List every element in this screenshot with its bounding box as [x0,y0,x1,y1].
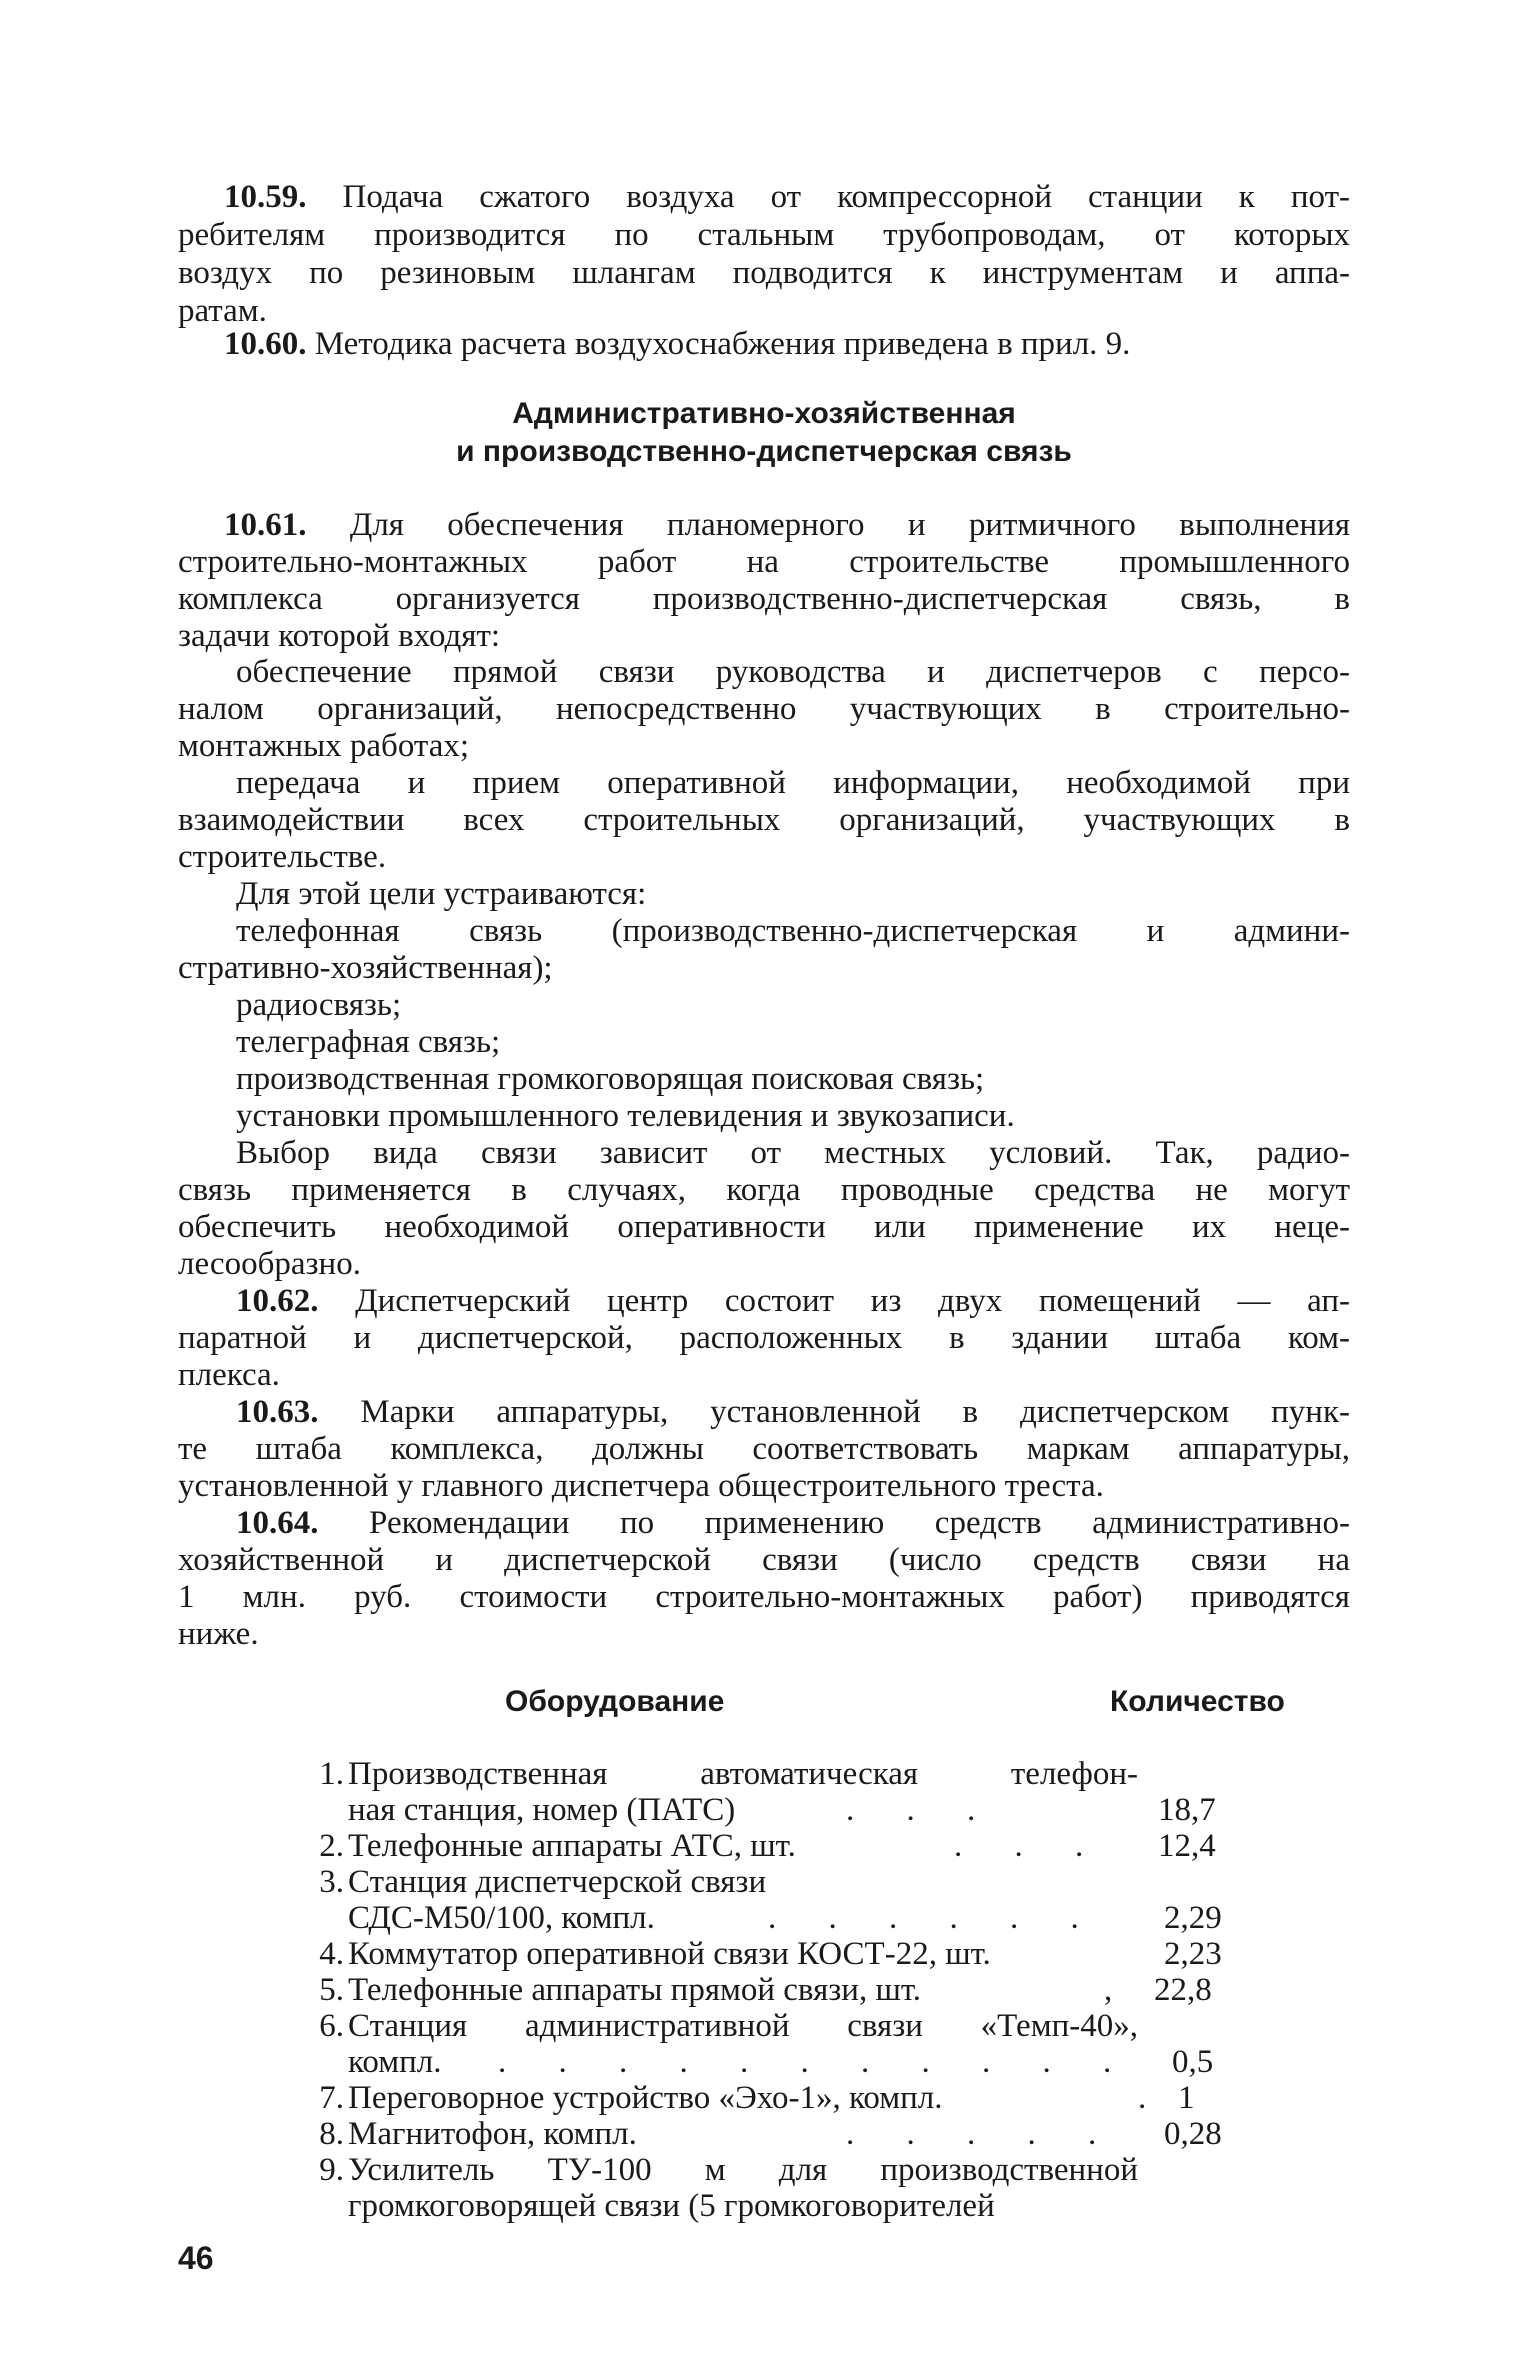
paragraph-number: 10.60. [224,326,307,362]
paragraph-line: задачи которой входят: [178,618,501,654]
leader-dots: , [1104,1972,1135,2008]
table-row [298,1972,1298,2008]
table-row [298,2080,1298,2116]
row-text: Телефонные аппараты АТС, шт. [348,1828,796,1864]
paragraph-line: радиосвязь; [236,987,402,1023]
paragraph-line: 10.63. Марки аппаратуры, установленной в диспетчерском пунк- [236,1394,1350,1430]
row-number: 2. [319,1828,344,1864]
paragraph-line: лесообразно. [178,1246,361,1282]
paragraph-line: установленной у главного диспетчера общестроительного треста. [178,1468,1104,1504]
table-header-equipment: Оборудование [505,1685,725,1718]
row-quantity: 1 [1178,2080,1195,2116]
paragraph-line: Для этой цели устраиваются: [236,876,647,912]
table-row [298,1756,1298,1792]
row-text: Производственная автоматическая телефон- [348,1756,1138,1792]
table-row [298,2152,1298,2188]
table-row [298,1900,1298,1936]
row-text: Переговорное устройство «Эхо-1», компл. [348,2080,943,2116]
paragraph-line: передача и прием оперативной информации, необходимой при [236,765,1350,801]
table-header-quantity: Количество [1110,1685,1285,1718]
row-text: Станция административной связи «Темп-40», [348,2008,1138,2044]
paragraph-line: 10.64. Рекомендации по применению средств административно- [236,1505,1350,1541]
row-text: ная станция, номер (ПАТС) [348,1792,736,1828]
row-text: громкоговорящей связи (5 громкоговорителей [348,2188,995,2224]
paragraph-line: те штаба комплекса, должны соответствовать маркам аппаратуры, [178,1431,1350,1467]
row-text: Коммутатор оперативной связи КОСТ-22, шт. [348,1936,991,1972]
paragraph-line: 10.62. Диспетчерский центр состоит из двух помещений — ап- [236,1283,1350,1319]
leader-dots: . . . [846,1792,998,1828]
row-text: Усилитель ТУ-100 м для производственной [348,2152,1138,2188]
row-number: 1. [319,1756,344,1792]
table-row [298,2116,1298,2152]
row-number: 5. [319,1972,344,2008]
row-quantity: 22,8 [1154,1972,1212,2008]
row-quantity: 2,29 [1164,1900,1222,1936]
table-row [298,1864,1298,1900]
table-row [298,2188,1298,2224]
paragraph-line: производственная громкоговорящая поисковая связь; [236,1061,985,1097]
table-row [298,2008,1298,2044]
paragraph-line: ниже. [178,1616,259,1652]
paragraph-line: стративно-хозяйственная); [178,950,553,986]
row-text: Телефонные аппараты прямой связи, шт. [348,1972,922,2008]
section-heading: Административно-хозяйственная [512,397,1016,430]
paragraph-line: ребителям производится по стальным трубопроводам, от которых [178,217,1350,253]
paragraph-line: установки промышленного телевидения и звукозаписи. [236,1098,1015,1134]
paragraph-line: телефонная связь (производственно-диспетчерская и админи- [236,913,1350,949]
paragraph-line: 10.59. Подача сжатого воздуха от компрессорной станции к пот- [224,179,1350,215]
row-number: 7. [319,2080,344,2116]
paragraph-line: 10.61. Для обеспечения планомерного и ритмичного выполнения [224,507,1351,543]
paragraph-line: плекса. [178,1357,280,1393]
table-row [298,1936,1298,1972]
table-row [298,2044,1298,2080]
paragraph-line: связь применяется в случаях, когда проводные средства не могут [178,1172,1350,1208]
row-number: 8. [319,2116,344,2152]
row-quantity: 18,7 [1158,1792,1216,1828]
table-row [298,1828,1298,1864]
paragraph-line: 1 млн. руб. стоимости строительно-монтажных работ) приводятся [178,1579,1350,1615]
page-number: 46 [178,2240,214,2276]
paragraph-line: 10.60. Методика расчета воздухоснабжения приведена в прил. 9. [224,326,1131,362]
row-number: 6. [319,2008,344,2044]
table-row [298,1792,1298,1828]
paragraph-line: Выбор вида связи зависит от местных условий. Так, радио- [236,1135,1350,1171]
row-text: компл. [348,2044,442,2080]
row-quantity: 12,4 [1158,1828,1216,1864]
row-quantity: 2,23 [1164,1936,1222,1972]
paragraph-line: налом организаций, непосредственно участвующих в строительно- [178,691,1350,727]
paragraph-line: телеграфная связь; [236,1024,501,1060]
row-quantity: 0,28 [1164,2116,1222,2152]
paragraph-line: обеспечить необходимой оперативности или применение их неце- [178,1209,1350,1245]
paragraph-line: строительно-монтажных работ на строительстве промышленного [178,544,1350,580]
paragraph-line: комплекса организуется производственно-диспетчерская связь, в [178,581,1350,617]
paragraph-line: взаимодействии всех строительных организаций, участвующих в [178,802,1350,838]
paragraph-number: 10.64. [236,1505,319,1541]
row-text: СДС-М50/100, компл. [348,1900,655,1936]
leader-dots: . . . . . [846,2116,1119,2152]
section-heading: и производственно-диспетчерская связь [456,435,1072,468]
row-number: 4. [319,1936,344,1972]
row-quantity: 0,5 [1172,2044,1214,2080]
paragraph-line: воздух по резиновым шлангам подводится к инструментам и аппа- [178,255,1350,291]
leader-dots: . [1138,2080,1169,2116]
paragraph-line: обеспечение прямой связи руководства и диспетчеров с персо- [236,654,1350,690]
leader-dots: . . . [954,1828,1106,1864]
paragraph-number: 10.63. [236,1394,319,1430]
row-text: Магнитофон, компл. [348,2116,637,2152]
paragraph-number: 10.59. [224,179,307,215]
row-number: 9. [319,2152,344,2188]
paragraph-number: 10.61. [224,507,307,543]
row-text: Станция диспетчерской связи [348,1864,767,1900]
paragraph-line: хозяйственной и диспетчерской связи (число средств связи на [178,1542,1350,1578]
row-number: 3. [319,1864,344,1900]
paragraph-line: паратной и диспетчерской, расположенных в здании штаба ком- [178,1320,1350,1356]
paragraph-line: монтажных работах; [178,728,470,764]
leader-dots: . . . . . . [768,1900,1101,1936]
paragraph-number: 10.62. [236,1283,319,1319]
paragraph-line: ратам. [178,293,267,329]
paragraph-line: строительстве. [178,839,387,875]
leader-dots: . . . . . . . . . . . [498,2044,1134,2080]
